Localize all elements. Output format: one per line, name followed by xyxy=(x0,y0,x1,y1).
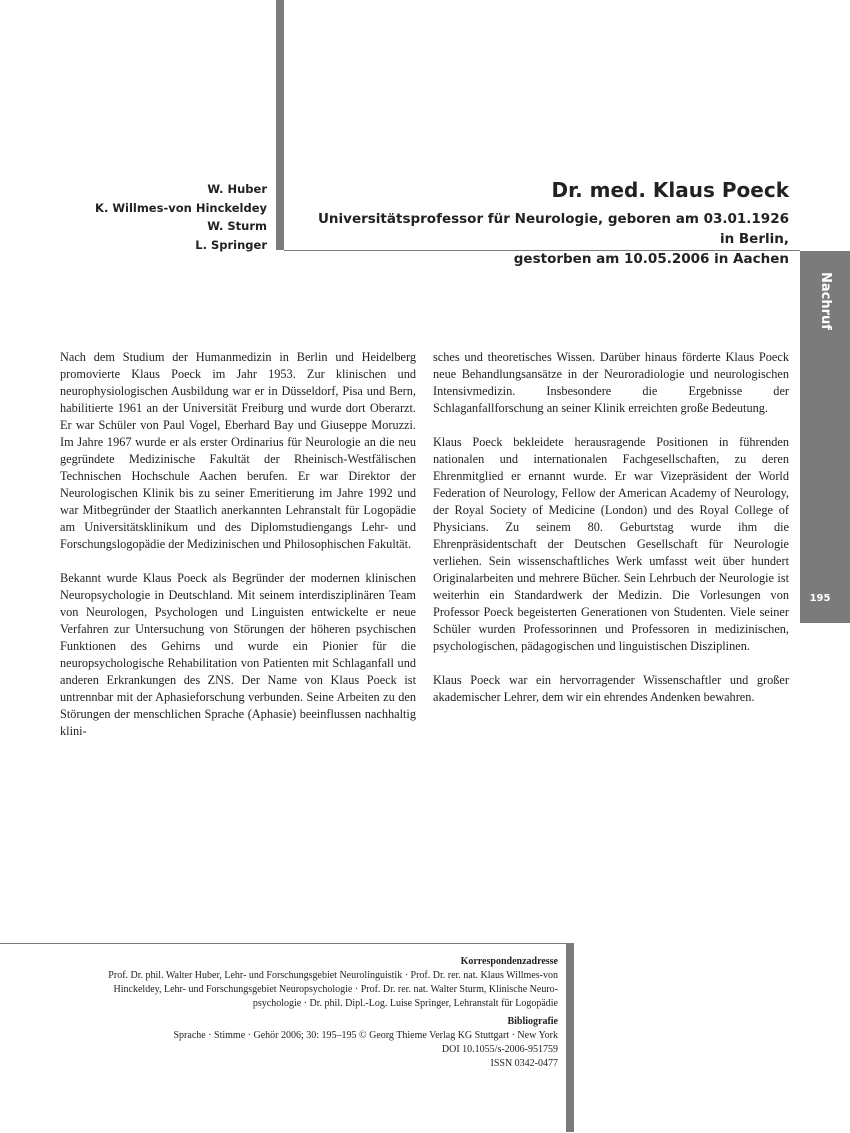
body-column-left xyxy=(60,349,416,757)
body-paragraph: Bekannt wurde Klaus Poeck als Begründer der modernen klinischen Neuropsychologie in Deutschland. Mit seinem interdisziplinären Team von Neurologen, Psychologen und Linguisten entwickelte er neue Verfahren zur Untersuchung von Störungen der höheren psychischen Funktionen des Gehirns und wurde ein Pionier für die neuropsychologische Rehabilitation von Patienten mit Schlaganfall und anderen Erkrankungen des ZNS. Der Name von Klaus Poeck ist untrennbar mit der Aphasieforschung verbunden. Seine Arbeiten zu den Störungen der menschlichen Sprache (Aphasie) beeinflussen nachhaltig klini- xyxy=(60,571,416,738)
doi-line: DOI 10.1055/s-2006-951759 xyxy=(441,1044,558,1055)
section-label: Nachruf xyxy=(818,272,833,330)
bibliography-line: Sprache · Stimme · Gehör 2006; 30: 195–195 © Georg Thieme Verlag KG Stuttgart · New York xyxy=(173,1030,558,1041)
body-column-right xyxy=(433,349,789,723)
bibliography-heading: Bibliografie xyxy=(507,1016,558,1027)
body-paragraph: Nach dem Studium der Humanmedizin in Berlin und Heidelberg promovierte Klaus Poeck im Jahr 1953. Zur klinischen und neurophysiologischen Ausbildung war er in Düsseldorf, Pisa und Bern, habilitierte 1961 an der Universität Freiburg und wurde dort Oberarzt. Er war Schüler von Paul Vogel, Eberhard Bay und Giuseppe Moruzzi. Im Jahre 1967 wurde er als erster Ordinarius für Neurologie an die neu gegründete Medizinische Fakultät der Rheinisch-Westfälischen Technischen Hochschule Aachen berufen. Er war Direktor der Neurologischen Klinik bis zu seiner Emeritierung im Jahre 1992 und war Mitbegründer der Staatlich anerkannten Lehranstalt für Logopädie am Universitätsklinikum und des Diplomstudiengangs Lehr- und Forschungslogopädie der Medizinischen und Philosophischen Fakultät. xyxy=(60,350,416,551)
correspondence-line: psychologie · Dr. phil. Dipl.-Log. Luise Springer, Lehranstalt für Logopädie xyxy=(252,998,558,1009)
body-paragraph: sches und theoretisches Wissen. Darüber hinaus förderte Klaus Poeck neue Behandlungsansätze in der Neuroradiologie und neurologischen Intensivmedizin. Insbesondere die Ergebnisse der Schlaganfallforschung an seiner Klinik erreichten große Bedeutung. xyxy=(433,350,789,415)
header-divider-bar xyxy=(276,0,284,250)
article-title: Dr. med. Klaus Poeck xyxy=(551,178,789,202)
correspondence-line: Hinckeldey, Lehr- und Forschungsgebiet Neuropsychologie · Prof. Dr. rer. nat. Walter Sturm, Klinische Neuro- xyxy=(113,984,558,995)
footer-info xyxy=(40,955,558,1071)
author-name: W. Sturm xyxy=(207,219,267,234)
body-paragraph: Klaus Poeck bekleidete herausragende Positionen in führenden nationalen und internationalen Fachgesellschaften, zu deren Ehrenmitglied er ernannt wurde. Er war Vizepräsident der World Federation of Neurology, Fellow der American Academy of Neurology, der Royal Society of Medicine (London) und des Royal College of Physicians. Zu seinem 80. Geburtstag wurde ihm die Ehrenpräsidentschaft der Deutschen Gesellschaft für Neurologie verliehen. Sein wissenschaftliches Werk umfasst weit über hundert Originalarbeiten und mehrere Bücher. Sein Lehrbuch der Neurologie ist weiterhin ein Standardwerk der Medizin. Die Vorlesungen von Professor Poeck begeisterten Generationen von Studenten. Viele seiner Schüler wurden Professorinnen und Professoren in medizinischen, psychologischen, pädagogischen und linguistischen Disziplinen. xyxy=(433,435,789,653)
article-subtitle xyxy=(300,209,789,269)
subtitle-line: Universitätsprofessor für Neurologie, geboren am 03.01.1926 in Berlin, xyxy=(317,211,789,247)
title-block xyxy=(300,177,789,269)
body-paragraph: Klaus Poeck war ein hervorragender Wissenschaftler und großer akademischer Lehrer, dem wir ein ehrendes Andenken bewahren. xyxy=(433,673,789,704)
issn-line: ISSN 0342-0477 xyxy=(490,1058,558,1069)
author-name: L. Springer xyxy=(195,237,267,252)
subtitle-line: gestorben am 10.05.2006 in Aachen xyxy=(513,251,789,267)
author-name: W. Huber xyxy=(207,182,267,196)
author-name: K. Willmes-von Hinckeldey xyxy=(95,200,267,215)
correspondence-heading: Korrespondenzadresse xyxy=(460,956,558,967)
footer-divider-bar xyxy=(566,943,574,1132)
correspondence-line: Prof. Dr. phil. Walter Huber, Lehr- und Forschungsgebiet Neurolinguistik · Prof. Dr. rer. nat. Klaus Willmes-von xyxy=(108,970,558,981)
page-number: 195 xyxy=(809,593,831,604)
author-list xyxy=(7,180,267,254)
